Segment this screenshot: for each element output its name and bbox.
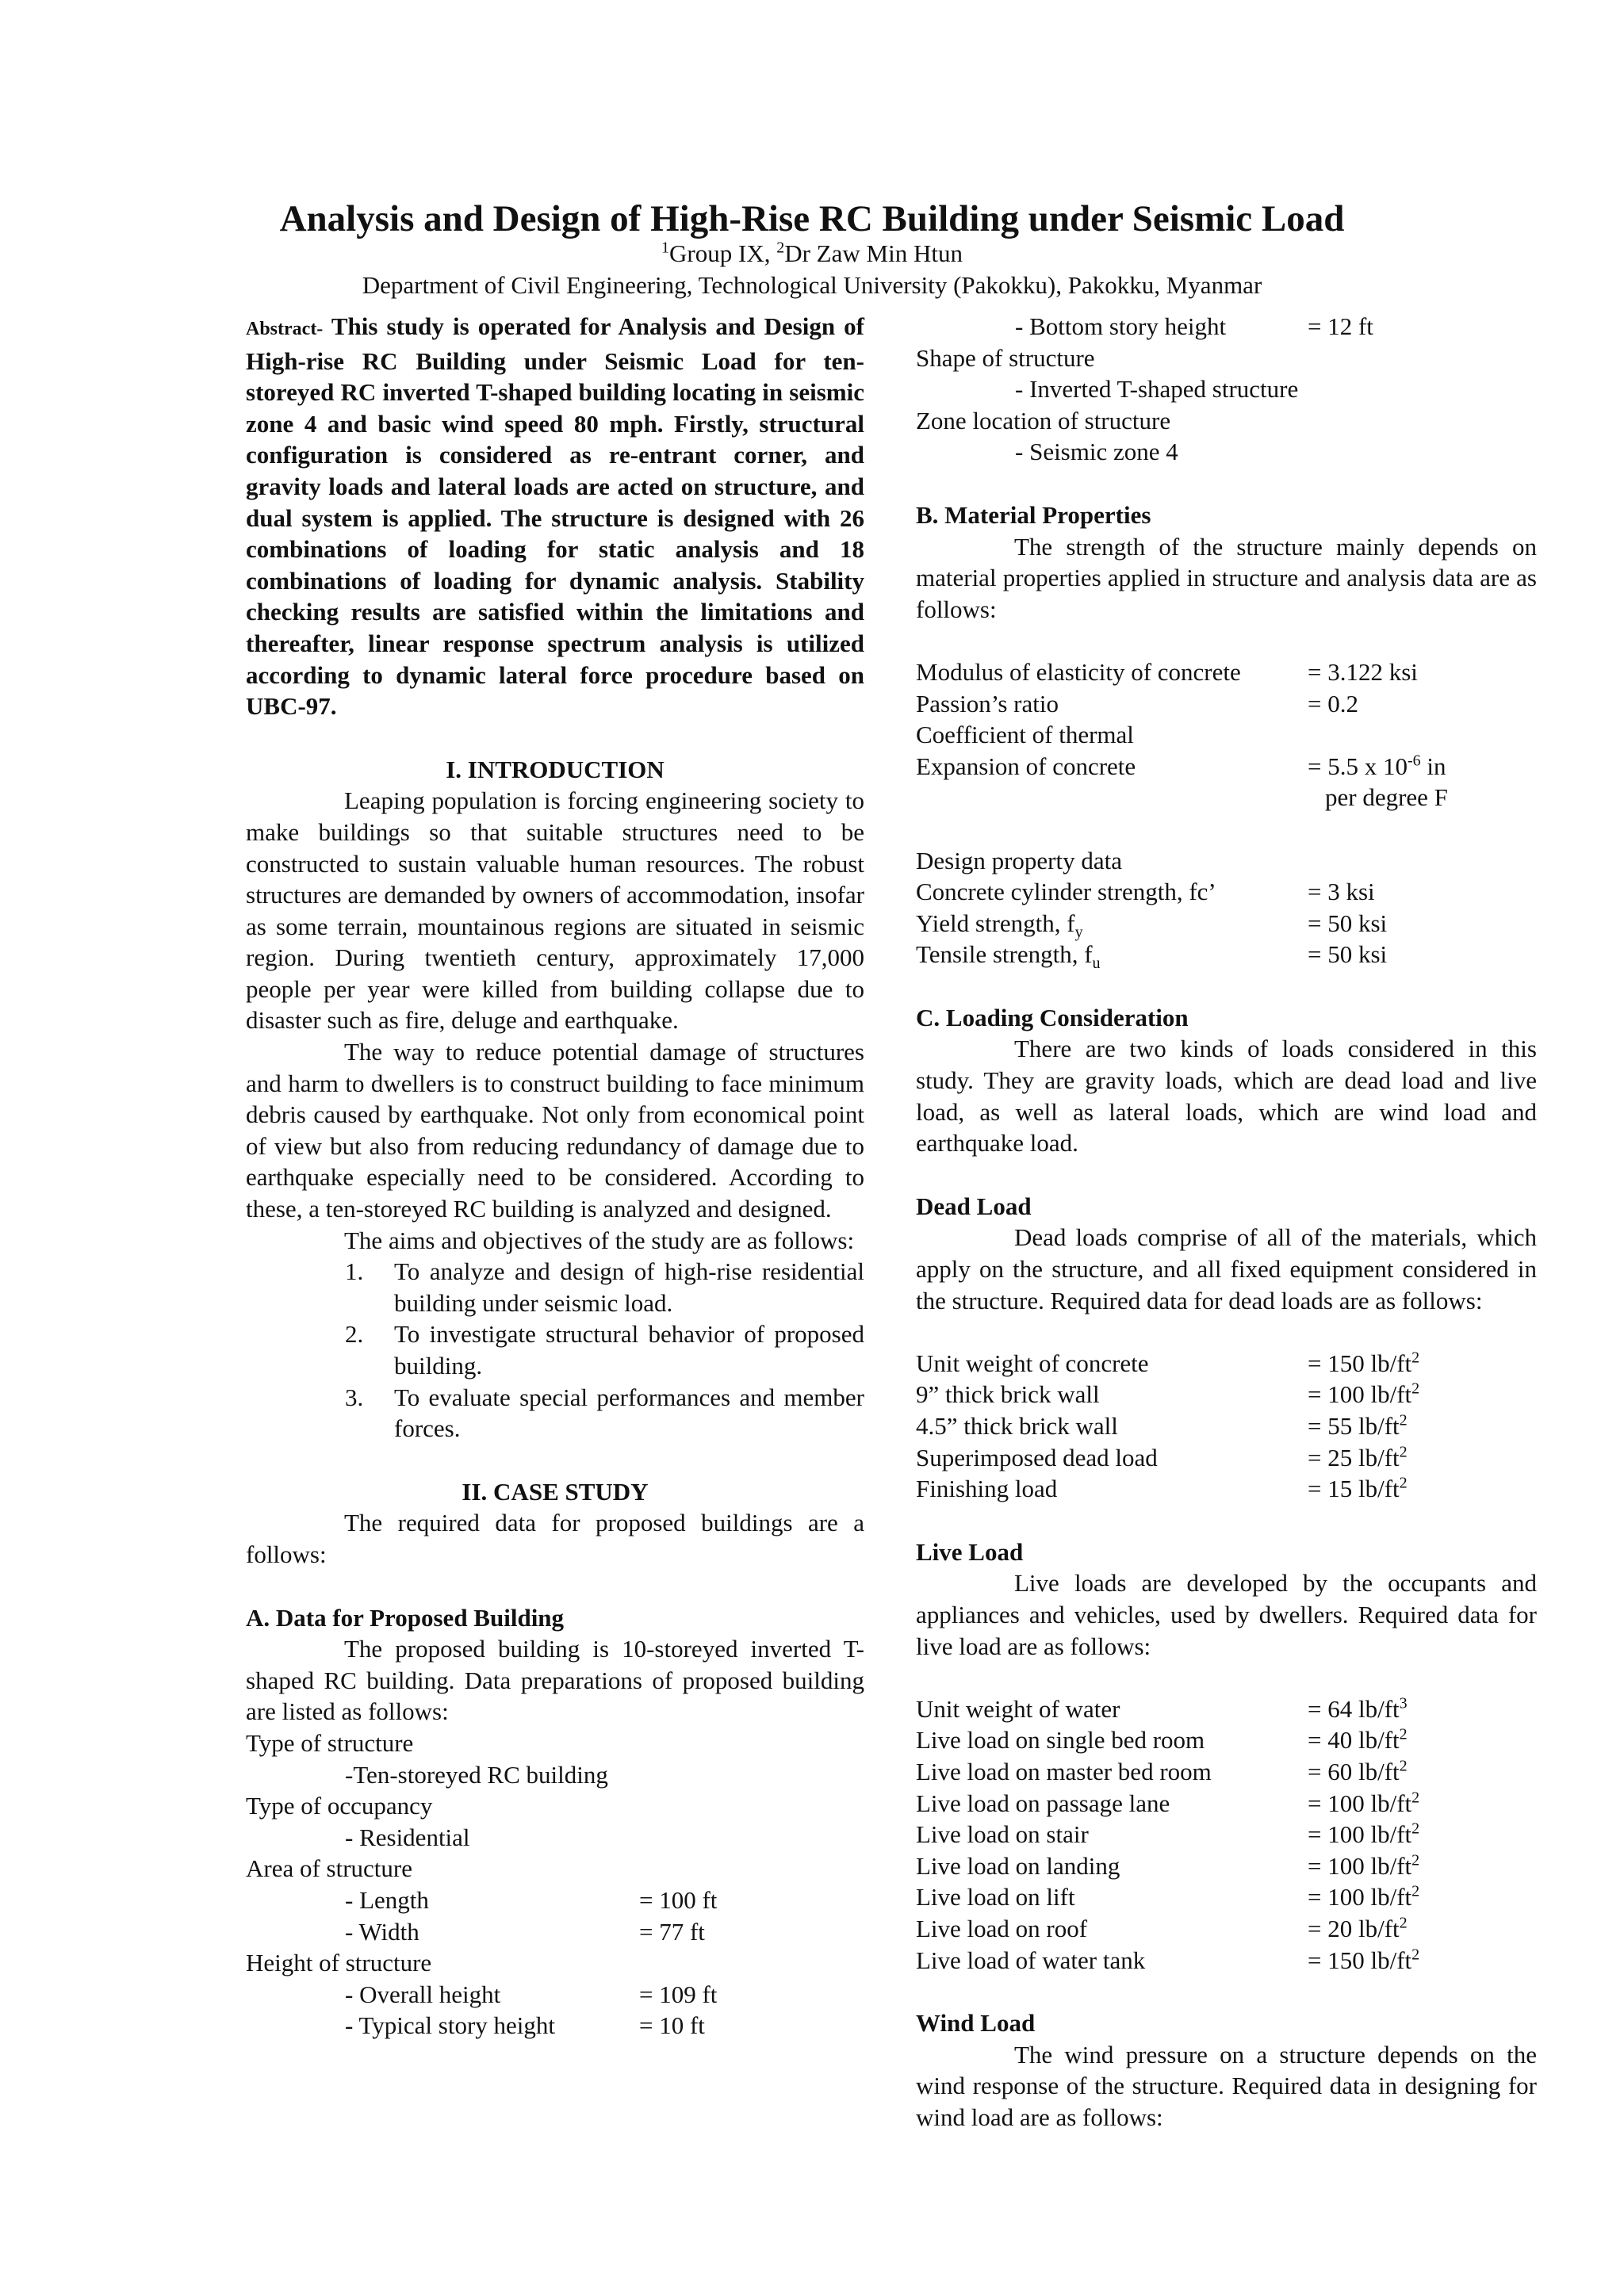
dead-load-heading: Dead Load xyxy=(916,1192,1032,1220)
bottom-story-height-row: - Bottom story height = 12 ft xyxy=(1015,312,1373,340)
modulus-row: Modulus of elasticity of concrete = 3.122 ksi xyxy=(916,657,1418,686)
aims-list-item: 3. To evaluate special performances and member forces. xyxy=(345,1383,864,1443)
aims-list-item: 2. To investigate structural behavior of proposed building. xyxy=(345,1320,864,1380)
fu-row: Tensile strength, $f_u$ = 50 ksi xyxy=(916,940,1388,973)
overall-height-row: - Overall height = 109 ft xyxy=(345,1980,718,2008)
paper-title: Analysis and Design of High-Rise RC Building under Seismic Load xyxy=(279,198,1345,239)
live-load-row: Live load on single bed room = 40 $lb/ft^2$ xyxy=(916,1726,1408,1755)
dead-load-row: 9” thick brick wall = 100 $lb/ft^2$ xyxy=(916,1380,1420,1409)
intro-paragraph-2: The way to reduce potential damage of structures and harm to dwellers is to construct building to face minimum debris caused by earthquake. Not only from economical point of view but also from reducing redundancy of damage due to earthquake especially need to be considered. According to these, a ten-storeyed RC building is analyzed and designed. xyxy=(246,1038,864,1223)
loading-paragraph: There are two kinds of loads considered in this study. They are gravity loads, which are dead load and live load, as well as lateral loads, which are wind load and earthquake load. xyxy=(916,1035,1537,1158)
type-of-occupancy-value: - Residential xyxy=(345,1823,470,1851)
live-load-paragraph: Live loads are developed by the occupants and appliances and vehicles, used by dwellers. Required data for live load are as follows: xyxy=(916,1569,1537,1660)
thermal-expansion-row: Expansion of concrete = 5.5 x $10^{-6}$ in xyxy=(916,752,1446,780)
abstract xyxy=(246,311,864,722)
wind-load-paragraph: The wind pressure on a structure depends on the wind response of the structure. Required data in designing for wind load are as follows: xyxy=(916,2040,1537,2131)
introduction-heading: I. INTRODUCTION xyxy=(446,755,665,783)
affiliation: Department of Civil Engineering, Technological University (Pakokku), Pakokku, Myanmar xyxy=(362,271,1262,299)
dead-load-row: Finishing load = 15 $lb/ft^2$ xyxy=(916,1474,1408,1503)
case-study-heading: II. CASE STUDY xyxy=(462,1477,649,1506)
loading-consideration-heading: C. Loading Consideration xyxy=(916,1003,1189,1031)
typical-story-height-row: - Typical story height = 10 ft xyxy=(345,2011,705,2040)
thermal-label: Coefficient of thermal xyxy=(916,721,1134,749)
dead-load-row: 4.5” thick brick wall = 55 $lb/ft^2$ xyxy=(916,1411,1408,1440)
authors-line xyxy=(0,238,1624,270)
type-of-structure-value: -Ten-storeyed RC building xyxy=(345,1760,608,1789)
live-load-row: Live load of water tank = 150 $lb/ft^2$ xyxy=(916,1946,1420,1974)
live-load-row: Live load on landing = 100 $lb/ft^2$ xyxy=(916,1851,1420,1880)
fc-row: Concrete cylinder strength, fc’ = 3 ksi xyxy=(916,878,1375,906)
dead-load-paragraph: Dead loads comprise of all of the materials, which apply on the structure, and all fixed equipment considered in the structure. Required data for dead loads are as follows: xyxy=(916,1223,1537,1314)
live-load-row: Unit weight of water = 64 $lb/ft^3$ xyxy=(916,1694,1408,1723)
shape-of-structure-label: Shape of structure xyxy=(916,343,1095,372)
live-load-row: Live load on stair = 100 $lb/ft^2$ xyxy=(916,1820,1420,1849)
aims-list xyxy=(246,1256,864,1445)
author2-name: Dr Zaw Min Htun xyxy=(784,239,963,267)
case-study-paragraph: The required data for proposed buildings are a follows: xyxy=(246,1509,864,1568)
live-load-row: Live load on roof = 20 $lb/ft^2$ xyxy=(916,1914,1408,1942)
author1-superscript: 1 xyxy=(661,239,670,257)
abstract-label: Abstract- xyxy=(246,319,324,339)
right-column xyxy=(916,311,1537,2133)
wind-load-heading: Wind Load xyxy=(916,2009,1036,2038)
material-properties-heading: B. Material Properties xyxy=(916,500,1151,529)
material-paragraph: The strength of the structure mainly depends on material properties applied in structure and analysis data are as follows: xyxy=(916,532,1537,623)
live-load-row: Live load on master bed room = 60 $lb/ft^2$ xyxy=(916,1757,1408,1785)
zone-location-value: - Seismic zone 4 xyxy=(1015,438,1178,466)
intro-paragraph-1: Leaping population is forcing engineering society to make buildings so that suitable structures need to be constructed to sustain valuable human resources. The robust structures are demanded by owners of accommodation, insofar as some terrain, mountainous regions are situated in seismic region. During twentieth century, approximately 17,000 people per year were killed from building collapse due to disaster such as fire, deluge and earthquake. xyxy=(246,786,864,1035)
thermal-exponent: -6 xyxy=(1407,752,1421,770)
shape-of-structure-value: - Inverted T-shaped structure xyxy=(1015,375,1299,404)
data-proposed-building-heading: A. Data for Proposed Building xyxy=(246,1603,565,1632)
height-of-structure-label: Height of structure xyxy=(246,1949,432,1977)
left-column xyxy=(246,311,864,2042)
type-of-structure-label: Type of structure xyxy=(246,1728,414,1757)
dead-load-row: Superimposed dead load = 25 $lb/ft^2$ xyxy=(916,1443,1408,1471)
author1-name: Group IX, xyxy=(669,239,777,267)
aims-list-item: 1. To analyze and design of high-rise residential building under seismic load. xyxy=(345,1257,864,1317)
abstract-text: This study is operated for Analysis and Design of High-rise RC Building under Seismic Load for ten-storeyed RC inverted T-shaped building locating in seismic zone 4 and basic wind speed 80 mph. Firstly, structural configuration is considered as re-entrant corner, and gravity loads and lateral loads are acted on structure, and dual system is applied. The structure is designed with 26 combinations of loading for static analysis and 18 combinations of loading for dynamic analysis. Stability checking results are satisfied within the limitations and thereafter, linear response spectrum analysis is utilized according to dynamic lateral force procedure based on UBC-97. xyxy=(246,312,864,721)
thermal-unit-row: per degree F xyxy=(1325,783,1448,812)
dead-load-row: Unit weight of concrete = 150 $lb/ft^2$ xyxy=(916,1349,1420,1377)
length-row: - Length = 100 ft xyxy=(345,1885,718,1914)
live-load-row: Live load on passage lane = 100 $lb/ft^2$ xyxy=(916,1789,1420,1817)
live-load-heading: Live Load xyxy=(916,1537,1024,1566)
type-of-occupancy-label: Type of occupancy xyxy=(246,1792,433,1820)
author2-superscript: 2 xyxy=(776,239,785,257)
live-load-row: Live load on lift = 100 $lb/ft^2$ xyxy=(916,1882,1420,1911)
area-of-structure-label: Area of structure xyxy=(246,1854,413,1883)
zone-location-label: Zone location of structure xyxy=(916,406,1171,434)
fy-row: Yield strength, $f_y$ = 50 ksi xyxy=(916,909,1388,941)
width-row: - Width = 77 ft xyxy=(345,1917,705,1946)
poisson-row: Passion’s ratio = 0.2 xyxy=(916,689,1358,718)
intro-paragraph-3: The aims and objectives of the study are as follows: xyxy=(344,1226,855,1254)
design-property-label: Design property data xyxy=(916,846,1122,874)
proposed-building-paragraph: The proposed building is 10-storeyed inverted T-shaped RC building. Data preparations of proposed building are listed as follows: xyxy=(246,1635,864,1726)
